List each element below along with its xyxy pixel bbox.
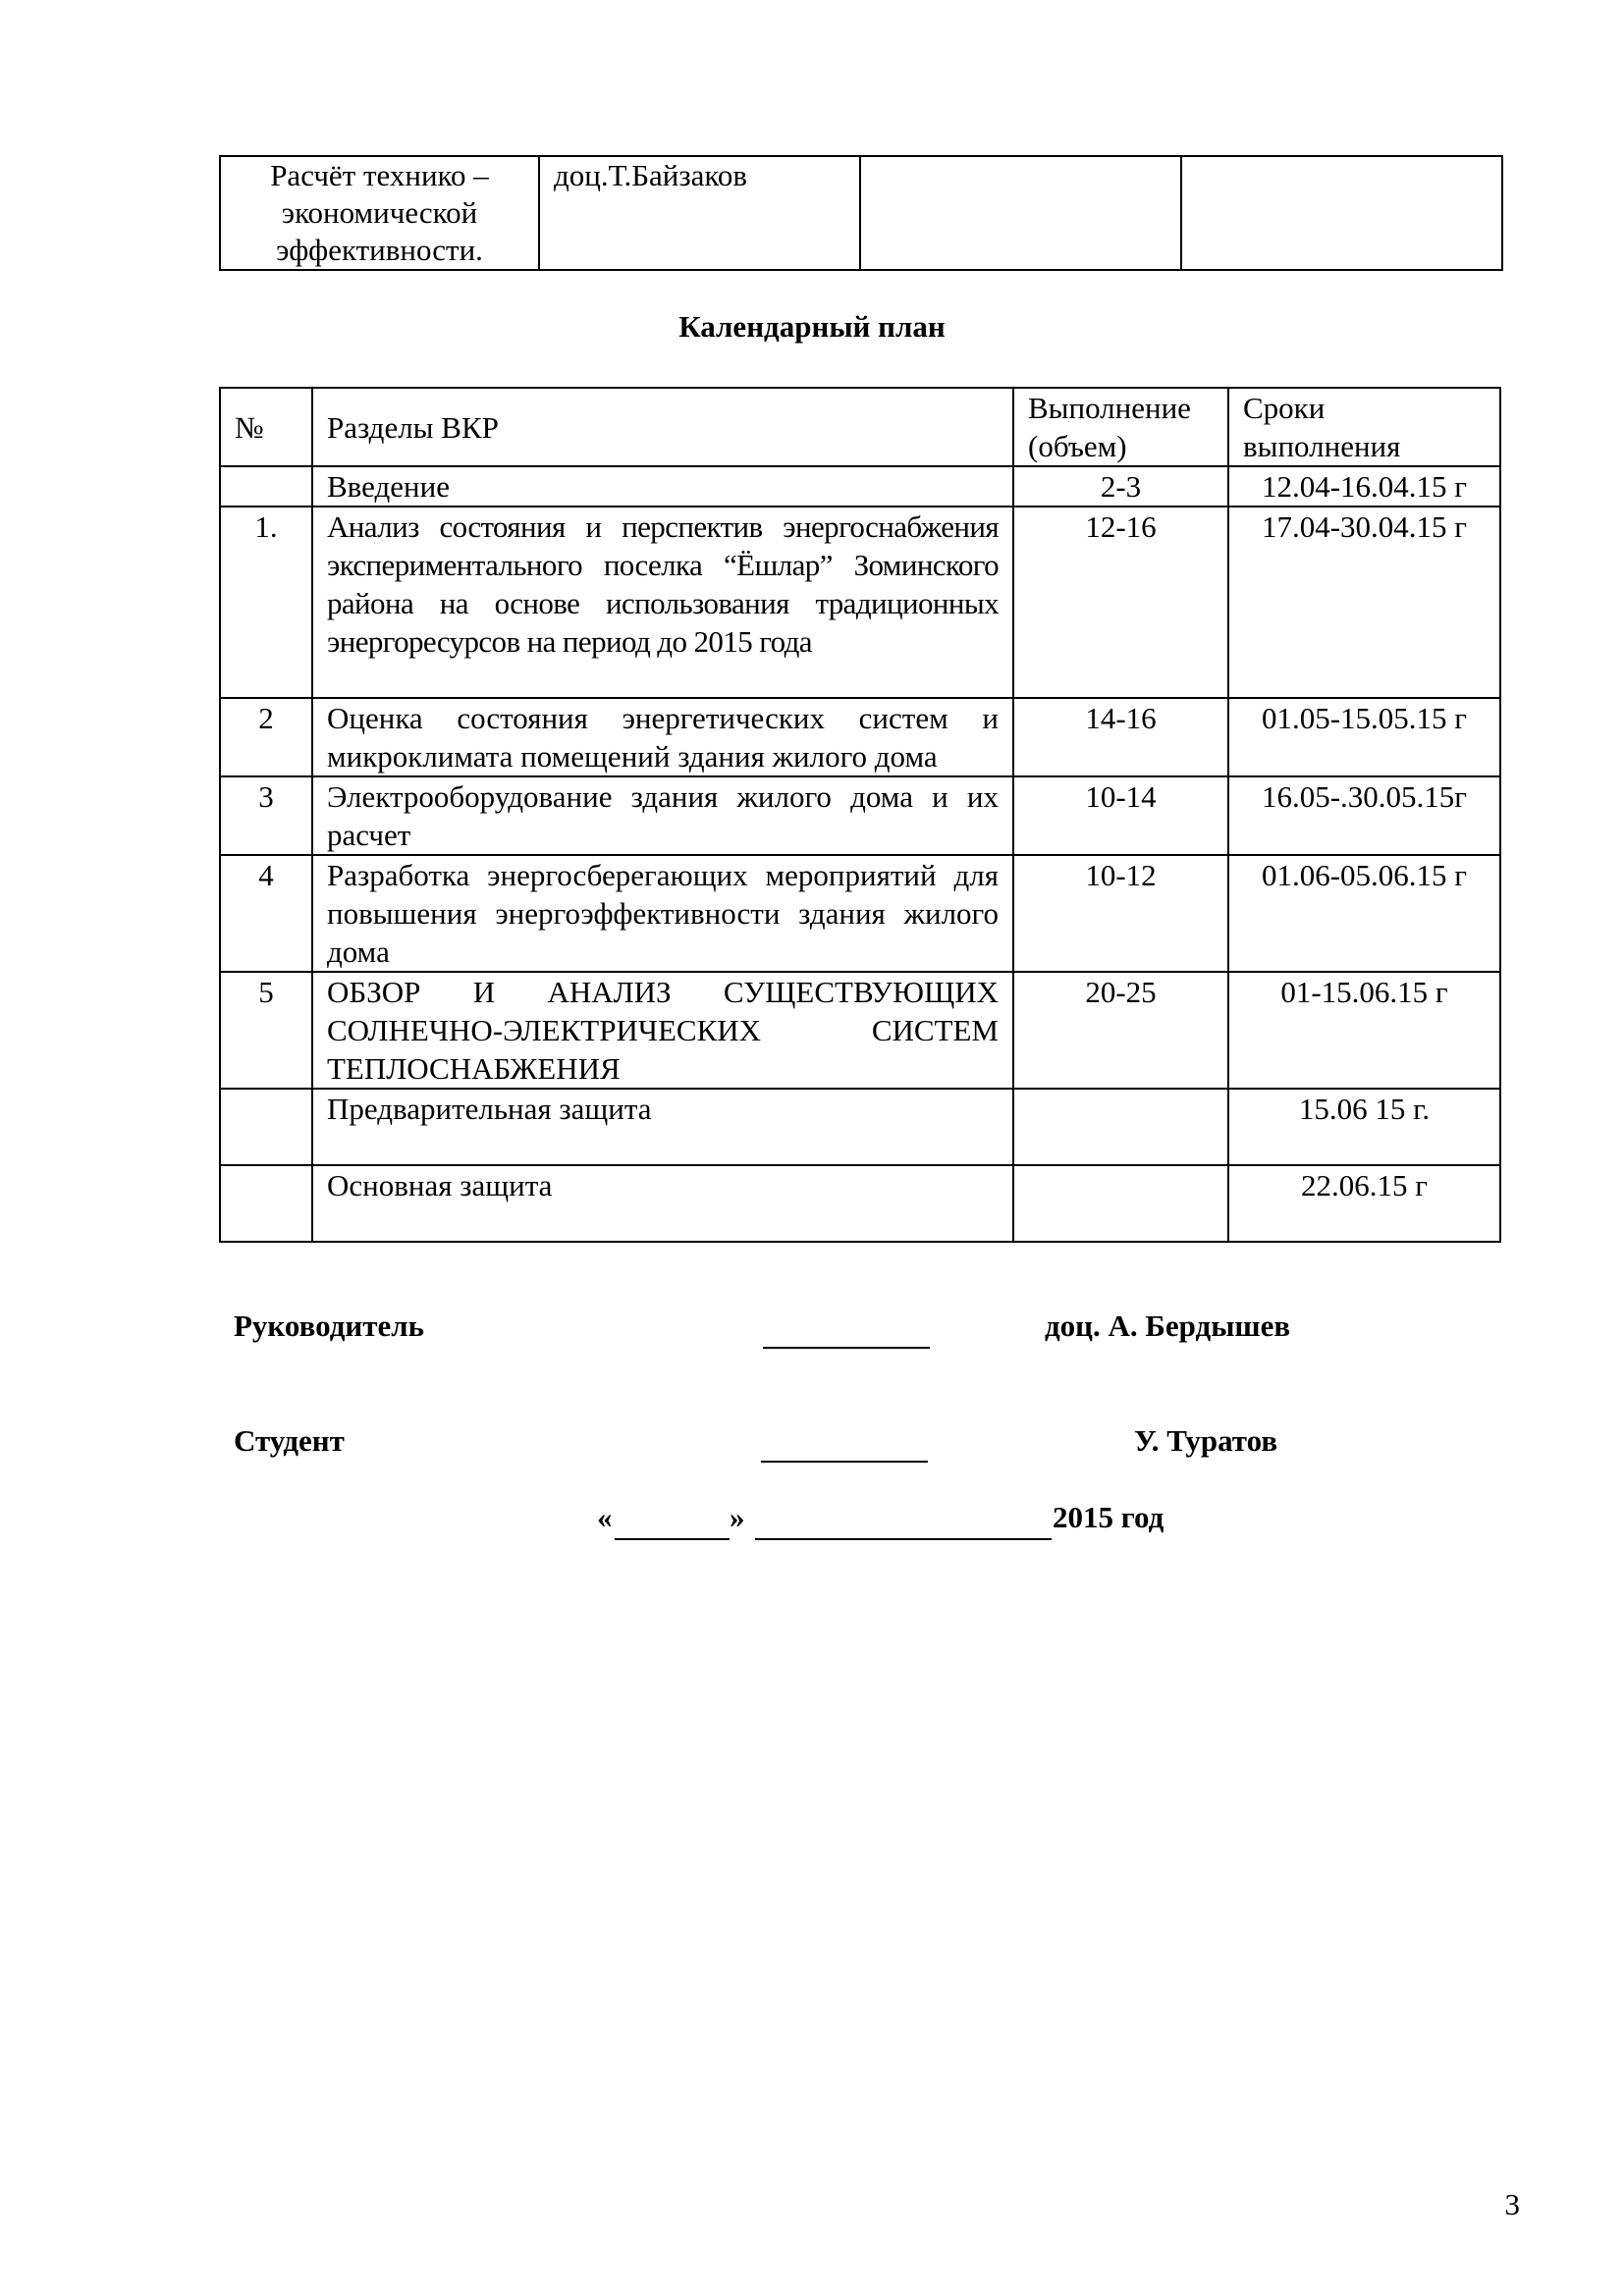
student-signature-line [761, 1461, 928, 1463]
row-num: 4 [220, 855, 312, 972]
row-title: Предварительная защита [312, 1089, 1013, 1165]
row-volume: 10-12 [1013, 855, 1228, 972]
consultant-cell: доц.Т.Байзаков [539, 156, 860, 270]
row-volume [1013, 1089, 1228, 1165]
date-quote-close: » [730, 1500, 745, 1534]
date-year: 2015 год [1053, 1500, 1164, 1534]
row-dates: 01.06-05.06.15 г [1228, 855, 1500, 972]
empty-cell [1181, 156, 1502, 270]
row-volume: 10-14 [1013, 776, 1228, 855]
row-dates: 01.05-15.05.15 г [1228, 698, 1500, 776]
row-volume: 12-16 [1013, 507, 1228, 698]
date-quote-open: « [597, 1500, 613, 1534]
row-dates: 15.06 15 г. [1228, 1089, 1500, 1165]
page-number: 3 [1504, 2187, 1520, 2221]
plan-title: Календарный план [678, 309, 946, 344]
row-volume [1013, 1165, 1228, 1242]
empty-cell [860, 156, 1181, 270]
row-title: Разработка энергосберегающих мероприятий для повышения энергоэффективности здания жилого дома [312, 855, 1013, 972]
student-name: У. Туратов [1134, 1423, 1278, 1458]
header-volume: Выполнение (объем) [1013, 388, 1228, 466]
row-num: 3 [220, 776, 312, 855]
header-row [220, 388, 1500, 466]
row-title: Электрооборудование здания жилого дома и их расчет [312, 776, 1013, 855]
row-title: Введение [312, 466, 1013, 507]
table-row [220, 156, 1502, 270]
supervisor-label: Руководитель [234, 1308, 425, 1343]
row-num: 5 [220, 972, 312, 1089]
student-label: Студент [234, 1423, 345, 1458]
row-num [220, 1089, 312, 1165]
table-row [220, 698, 1500, 776]
table-row [220, 1165, 1500, 1242]
task-cell: Расчёт технико – экономической эффективности. [220, 156, 539, 270]
row-num: 2 [220, 698, 312, 776]
table-row [220, 507, 1500, 698]
row-dates: 17.04-30.04.15 г [1228, 507, 1500, 698]
consultants-table [219, 155, 1503, 271]
table-row [220, 972, 1500, 1089]
row-num: 1. [220, 507, 312, 698]
row-volume: 2-3 [1013, 466, 1228, 507]
row-title: Оценка состояния энергетических систем и микроклимата помещений здания жилого дома [312, 698, 1013, 776]
row-title: Основная защита [312, 1165, 1013, 1242]
row-volume: 20-25 [1013, 972, 1228, 1089]
row-dates: 22.06.15 г [1228, 1165, 1500, 1242]
table-row [220, 855, 1500, 972]
row-title: Анализ состояния и перспектив энергоснабжения экспериментального поселка “Ёшлар” Зоминского района на основе использования традиционных энергоресурсов на период до 2015 года [312, 507, 1013, 698]
row-num [220, 1165, 312, 1242]
row-dates: 16.05-.30.05.15г [1228, 776, 1500, 855]
table-row [220, 1089, 1500, 1165]
header-section: Разделы ВКР [312, 388, 1013, 466]
day-line [615, 1538, 730, 1540]
table-row [220, 776, 1500, 855]
row-dates: 12.04-16.04.15 г [1228, 466, 1500, 507]
supervisor-name: доц. А. Бердышев [1045, 1308, 1291, 1343]
supervisor-signature-line [763, 1347, 930, 1349]
row-volume: 14-16 [1013, 698, 1228, 776]
header-dates: Сроки выполнения [1228, 388, 1500, 466]
row-dates: 01-15.06.15 г [1228, 972, 1500, 1089]
month-line [755, 1538, 1052, 1540]
row-num [220, 466, 312, 507]
header-num: № [220, 388, 312, 466]
row-title: ОБЗОР И АНАЛИЗ СУЩЕСТВУЮЩИХ СОЛНЕЧНО-ЭЛЕКТРИЧЕСКИХ СИСТЕМ ТЕПЛОСНАБЖЕНИЯ [312, 972, 1013, 1089]
calendar-plan-table [219, 387, 1501, 1243]
table-row [220, 466, 1500, 507]
